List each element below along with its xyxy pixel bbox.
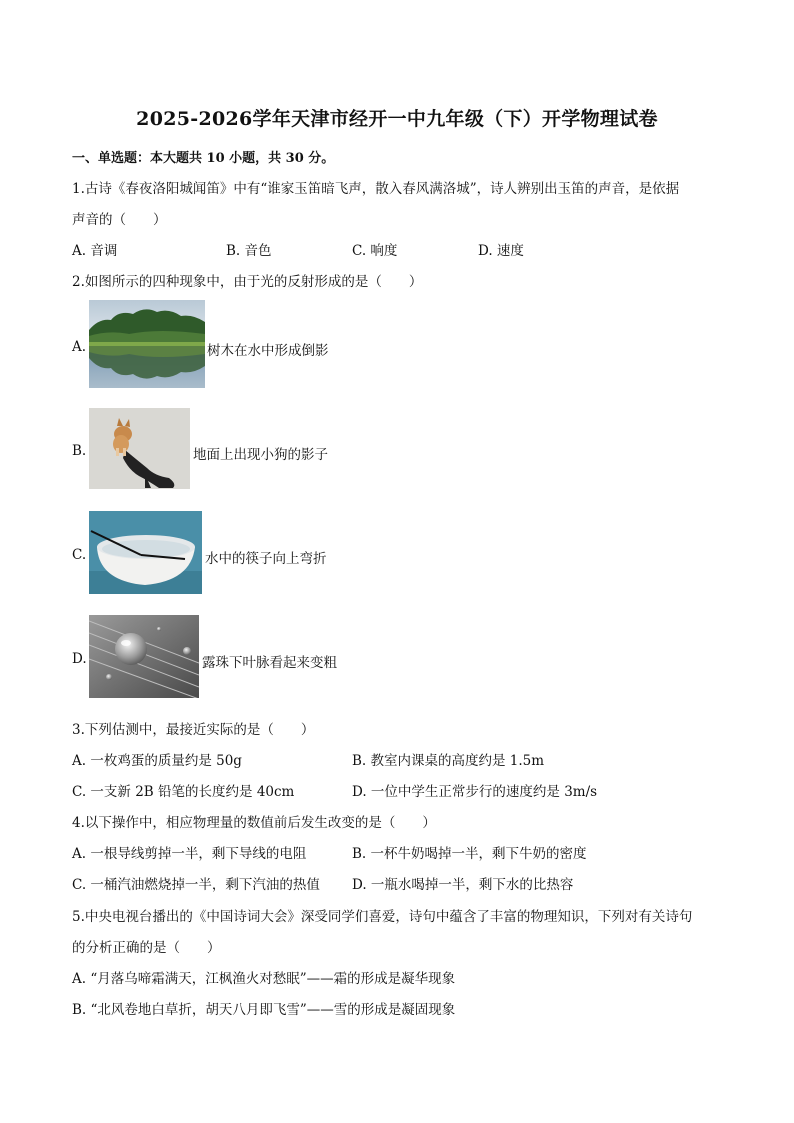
q5-stem-line2: 的分析正确的是（ ） [72, 940, 221, 956]
q2-option-c-letter: C. [72, 547, 87, 563]
q4-stem: 4.以下操作中，相应物理量的数值前后发生改变的是（ ） [72, 815, 436, 831]
q5-option-b: B. “北风卷地白草折，胡天八月即飞雪”——雪的形成是凝固现象 [72, 1002, 456, 1018]
q2-stem: 2.如图所示的四种现象中，由于光的反射形成的是（ ） [72, 274, 423, 290]
q1-stem-line1: 1.古诗《春夜洛阳城闻笛》中有“谁家玉笛暗飞声，散入春风满洛城”，诗人辨别出玉笛的声音，是依据 [72, 181, 680, 197]
q3-option-a: A. 一枚鸡蛋的质量约是 50g [72, 753, 242, 769]
q3-option-c: C. 一支新 2B 铅笔的长度约是 40cm [72, 784, 295, 800]
q1-stem-line2: 声音的（ ） [72, 212, 167, 228]
q5-stem-line1: 5.中央电视台播出的《中国诗词大会》深受同学们喜爱，诗句中蕴含了丰富的物理知识，下列对有关诗句 [72, 909, 693, 925]
q2-option-d-caption: 露珠下叶脉看起来变粗 [202, 655, 337, 671]
q3-stem: 3.下列估测中，最接近实际的是（ ） [72, 722, 315, 738]
q2-option-d-letter: D. [72, 651, 87, 667]
q1-option-a: A. 音调 [72, 243, 118, 259]
q2-option-a-letter: A. [72, 339, 87, 355]
q1-option-b: B. 音色 [226, 243, 272, 259]
q1-option-c: C. 响度 [352, 243, 398, 259]
exam-title: 2025-2026学年天津市经开一中九年级（下）开学物理试卷 [136, 108, 658, 130]
q4-option-c: C. 一桶汽油燃烧掉一半，剩下汽油的热值 [72, 877, 320, 893]
q1-option-d: D. 速度 [478, 243, 524, 259]
dewdrop-leaf-image [89, 615, 199, 698]
section-heading: 一、单选题：本大题共 10 小题，共 30 分。 [72, 151, 335, 166]
q2-option-a-caption: 树木在水中形成倒影 [207, 343, 329, 359]
q4-option-d: D. 一瓶水喝掉一半，剩下水的比热容 [352, 877, 574, 893]
q2-option-c-caption: 水中的筷子向上弯折 [205, 551, 327, 567]
q4-option-a: A. 一根导线剪掉一半，剩下导线的电阻 [72, 846, 307, 862]
chopstick-bowl-image [89, 511, 202, 594]
q4-option-b: B. 一杯牛奶喝掉一半，剩下牛奶的密度 [352, 846, 587, 862]
q2-option-b-letter: B. [72, 443, 87, 459]
dog-shadow-image [89, 408, 190, 489]
lake-reflection-image [89, 300, 205, 388]
q3-option-b: B. 教室内课桌的高度约是 1.5m [352, 753, 545, 769]
q3-option-d: D. 一位中学生正常步行的速度约是 3m/s [352, 784, 598, 800]
q5-option-a: A. “月落乌啼霜满天，江枫渔火对愁眠”——霜的形成是凝华现象 [72, 971, 456, 987]
q2-option-b-caption: 地面上出现小狗的影子 [193, 447, 328, 463]
